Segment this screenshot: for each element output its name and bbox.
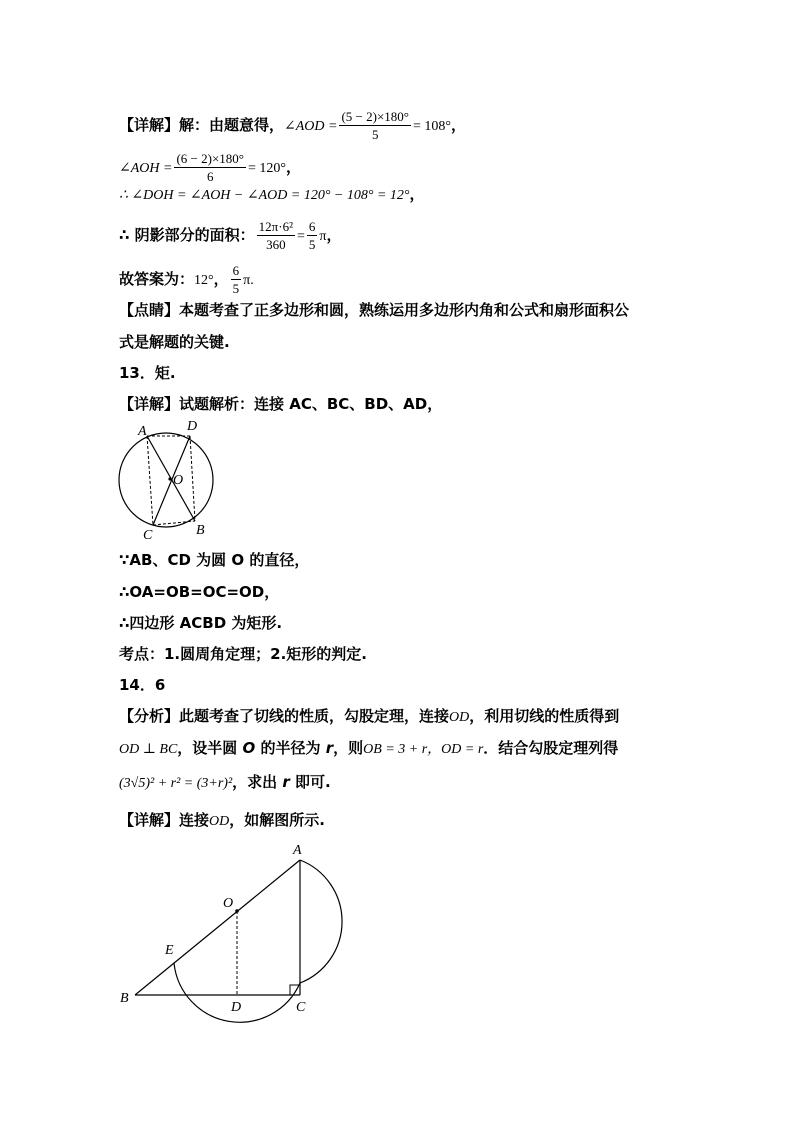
angle-aod: ∠AOD = [284,119,338,134]
knowledge-points: 考点：1.圆周角定理；2.矩形的判定. [119,645,367,663]
fraction-numerator: (6 − 2)×180° [176,151,244,166]
solution-line-4 [119,218,341,253]
equals-sign: = [296,229,305,244]
given-diameters: ∵AB、CD 为圆 O 的直径， [119,551,310,569]
label-a: A [138,424,147,439]
result-108: = 108° [413,119,451,134]
solution-line-1 [119,108,466,143]
fraction-numerator: (5 − 2)×180° [341,109,409,124]
analysis-text: ，设半圆 [177,739,243,757]
label-d: D [187,419,198,434]
detail-text: ，如解图所示. [229,811,325,829]
label-o: O [223,896,234,911]
comma: ， [326,226,342,244]
center-point-o [235,909,239,913]
chord-cb [153,521,195,525]
fraction-denominator: 360 [266,237,286,252]
fraction-aod [339,108,411,143]
comma: ， [285,158,301,176]
chord-ac [147,436,153,525]
detail-label: 【详解】解：由题意得， [119,116,285,134]
answer-label: 故答案为： [119,270,195,288]
comment-line-1: 【点睛】本题考查了正多边形和圆，熟练运用多边形内角和公式和扇形面积公 [119,301,630,319]
q14-analysis-line-3 [119,772,331,794]
analysis-text: ．结合勾股定理列得 [483,739,619,757]
comma: ， [213,270,229,288]
chord-db [190,436,195,521]
comma: ， [451,116,467,134]
shaded-area-label: ∴ 阴影部分的面积： [119,226,255,244]
angle-aoh: ∠AOH = [119,161,173,176]
analysis-text: 的半径为 [255,739,326,757]
circle-o [119,433,213,527]
fraction-numerator: 12π·6² [258,219,293,234]
label-a: A [293,843,302,858]
q14-detail [119,810,325,832]
fraction-denominator: 6 [206,169,214,184]
od-perp-bc: OD ⊥ BC [119,742,178,757]
comment-line-2: 式是解题的关键. [119,333,230,351]
answer-angle: 12° [194,273,214,288]
question-14-answer: 14．6 [119,676,166,694]
label-d: D [231,1000,242,1015]
semicircle-o: O [242,739,256,757]
label-b: B [196,523,205,538]
label-c: C [143,528,153,543]
fraction-numerator: 6 [308,219,316,234]
label-c: C [296,1000,306,1015]
radius-r: r [282,773,290,791]
label-e: E [165,943,174,958]
fraction-numerator: 6 [232,263,240,278]
analysis-text: 【分析】此题考查了切线的性质，勾股定理，连接 [119,707,450,725]
analysis-text: 即可. [289,773,331,791]
solution-line-2 [119,150,301,185]
radius-r: r [325,739,334,757]
circle-rectangle-figure [110,415,230,545]
comma: ， [409,185,425,203]
fraction-area [257,218,295,253]
semicircle-arc [174,860,342,1022]
solution-line-5 [119,262,254,297]
line-ba [135,860,300,995]
detail-text: 【详解】连接 [119,811,210,829]
equal-radii: ∴OA=OB=OC=OD， [119,583,280,601]
fraction-aoh [174,150,246,185]
segment-od: OD [209,814,230,829]
fraction-denominator: 5 [308,237,316,252]
center-point-o [168,477,171,480]
question-13-answer: 13．矩. [119,364,176,382]
label-o: O [173,473,184,488]
answer-fraction [231,262,242,297]
diameter-cd [153,436,190,525]
analysis-text: ，求出 [232,773,283,791]
rectangle-conclusion: ∴四边形 ACBD 为矩形. [119,614,283,632]
label-b: B [120,991,129,1006]
result-120: = 120° [247,161,286,176]
solution-line-3 [119,184,425,206]
pi-symbol: π. [243,273,254,288]
pythagorean-equation: (3√5)² + r² = (3+r)² [119,776,233,791]
q14-analysis-line-1 [119,706,619,728]
ob-od-expression: OB = 3 + r，OD = r [363,742,484,757]
fraction-denominator: 5 [232,281,240,296]
q13-detail: 【详解】试题解析：连接 AC、BC、BD、AD， [119,395,443,413]
fraction-denominator: 5 [371,127,379,142]
semicircle-tangent-figure [110,835,350,1025]
fraction-six-fifths [307,218,318,253]
pi-symbol: π [319,229,327,244]
segment-od: OD [449,710,470,725]
analysis-text: ，则 [333,739,364,757]
q14-analysis-line-2 [119,738,618,760]
analysis-text: ，利用切线的性质得到 [469,707,620,725]
angle-doh-expression: ∴ ∠DOH = ∠AOH − ∠AOD = 120° − 108° = 12° [119,188,410,203]
